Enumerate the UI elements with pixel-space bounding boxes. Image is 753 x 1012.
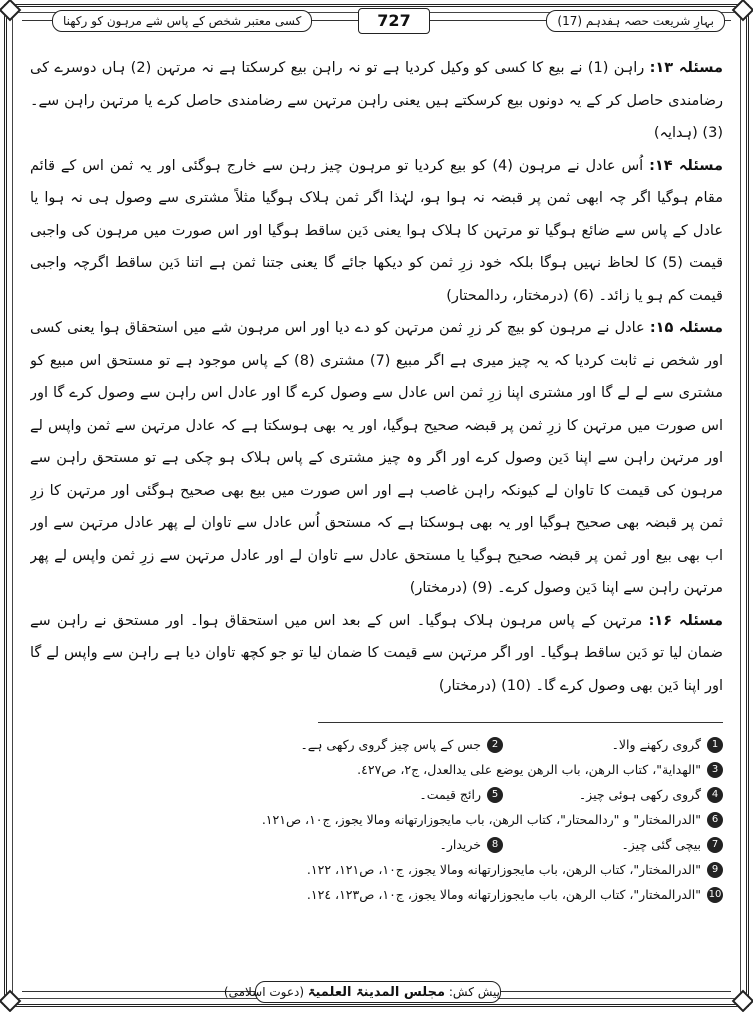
paragraph-masala-14: [30, 150, 723, 313]
footnote-text: جس کے پاس چیز گروی رکھی ہے۔: [300, 737, 481, 752]
page-header: [22, 8, 731, 34]
paragraph-masala-16: [30, 605, 723, 703]
footnote-text: خریدار۔: [439, 837, 481, 852]
masala-label: مسئلہ ۱۵:: [649, 320, 723, 336]
footnote-item: [503, 837, 723, 853]
footnote-item: [283, 737, 503, 753]
paragraph-text: اُس عادل نے مرہون (4) کو بیع کردیا تو مرہون چیز رہن سے خارج ہوگئی اور یہ ثمن اس کے قائم مقام ہوگیا اگر چہ ابھی ثمن پر قبضہ نہ ہوا ہو، لہٰذا اگر ثمن ہلاک ہوگیا مثلاً مشتری سے وصول ہی نہ ہوا یا عادل کے پاس سے ضائع ہوگیا تو مرتہن کا ہلاک ہوا یعنی دَین ساقط ہوگیا اور اس صورت میں مرہون کی واجبی قیمت (5) کا لحاظ نہیں ہوگا بلکہ خود زرِ ثمن کو دیکھا جائے گا یعنی جتنا ثمن ہے اتنا دَین ساقط اگرچہ واجبی قیمت کم ہو یا زائد۔ (6) (درمختار، ردالمحتار): [30, 157, 723, 304]
footnote-text: رائج قیمت۔: [419, 787, 481, 802]
masala-label: مسئلہ ۱۶:: [648, 612, 723, 629]
paragraph-masala-15: [30, 312, 723, 605]
footnote-item: [30, 887, 723, 903]
footnote-item: [503, 737, 723, 753]
footnote-item: [30, 762, 723, 778]
footnote-row: [30, 807, 723, 832]
paragraph-text: راہن (1) نے بیع کا کسی کو وکیل کردیا ہے تو نہ راہن بیع کرسکتا ہے نہ مرتہن (2) ہاں دوسرے کی رضامندی حاصل کر کے یہ دونوں بیع کرسکتے ہیں یعنی راہن مرتہن سے رضامندی حاصل کرے یا مرتہن راہن سے۔ (3) (ہدایہ): [30, 60, 723, 141]
footnote-item: [503, 787, 723, 803]
footnote-row: [30, 832, 723, 857]
footer-rule-right: [499, 991, 731, 992]
footnote-item: [283, 837, 503, 853]
paragraph-masala-13: [30, 52, 723, 150]
footnote-text: "الدرالمختار" و "ردالمحتار"، كتاب الرهن، باب مايجوزارتهانه ومالا يجوز، ج١٠، ص١٢١.: [261, 812, 701, 827]
footnotes: [30, 732, 723, 907]
footnote-number: 1: [707, 737, 723, 753]
footnote-text: گروی رکھنے والا۔: [611, 737, 701, 752]
publisher-name: مجلس المدینۃ العلمیۃ: [307, 985, 446, 1000]
publisher-credit: [223, 981, 501, 1003]
footnote-text: بیچی گئی چیز۔: [621, 837, 701, 852]
page-number: 727: [358, 8, 430, 34]
publisher-org: (دعوت اسلامی): [223, 985, 305, 999]
footnote-number: 4: [707, 787, 723, 803]
footnote-row: [30, 732, 723, 757]
footnote-text: گروی رکھی ہوئی چیز۔: [578, 787, 701, 802]
footnote-number: 5: [487, 787, 503, 803]
page-footer: [0, 981, 753, 1003]
footnote-row: [30, 857, 723, 882]
footnote-number: 9: [707, 862, 723, 878]
footnote-item: [30, 812, 723, 828]
footnote-number: 3: [707, 762, 723, 778]
footnote-row: [30, 882, 723, 907]
paragraph-text: عادل نے مرہون کو بیچ کر زرِ ثمن مرتہن کو دے دیا اور اس مرہون شے میں استحقاق ہوا یعنی کسی اور شخص نے ثابت کردیا کہ یہ چیز میری ہے اگر مبیع (7) مشتری (8) کے پاس موجود ہے تو مستحق اس مبیع کو مشتری سے لے لے گا اور مشتری اپنا زرِ ثمن اس عادل سے وصول کرے گا اور عادل اس راہن سے وصول کرے گا اور اس صورت میں مرتہن کا زرِ ثمن پر قبضہ صحیح ہوگیا، اور یہ بھی ہوسکتا ہے کہ عادل مرتہن سے ثمن واپس لے اور مرتہن راہن سے اپنا دَین وصول کرے اور اگر وہ چیز مشتری کے پاس ہلاک ہو چکی ہے تو مستحق راہن سے مرہون کی قیمت کا تاوان لے کیونکہ راہن غاصب ہے اور اس صورت میں بیع بھی صحیح ہوگئی اور مرتہن کا زرِ ثمن پر قبضہ بھی صحیح ہوگیا اور یہ بھی ہوسکتا ہے کہ مستحق اُس عادل سے تاوان لے پھر عادل مرتہن سے اور اب بھی بیع اور ثمن پر قبضہ صحیح ہوگیا یا مستحق عادل سے تاوان لے اور عادل مرتہن سے زرِ ثمن واپس لے پھر مرتہن راہن سے اپنا دَین وصول کرے۔ (9) (درمختار): [30, 320, 723, 596]
footnote-number: 8: [487, 837, 503, 853]
footnote-item: [30, 862, 723, 878]
main-text: [30, 52, 723, 716]
header-book-title: بہارِ شریعت حصہ ہفدہم (17): [546, 10, 725, 32]
footnote-number: 7: [707, 837, 723, 853]
masala-label: مسئلہ ۱۳:: [649, 60, 723, 76]
footnote-item: [283, 787, 503, 803]
footnote-number: 2: [487, 737, 503, 753]
footnote-row: [30, 782, 723, 807]
footnote-row: [30, 757, 723, 782]
footnote-number: 10: [707, 887, 723, 903]
paragraph-text: مرتہن کے پاس مرہون ہلاک ہوگیا۔ اس کے بعد اس میں استحقاق ہوا۔ اور مستحق نے راہن سے ضمان لیا تو دَین ساقط ہوگیا۔ اور اگر مرتہن سے قیمت کا ضمان لیا تو جو کچھ تاوان دیا ہے راہن سے واپس لے گا اور اپنا دَین بھی وصول کرے گا۔ (10) (درمختار): [30, 612, 723, 694]
footnote-separator: [318, 722, 723, 723]
footnote-text: "الدرالمختار"، كتاب الرهن، باب مايجوزارتهانه ومالا يجوز، ج١٠، ص١٢٣، ١٢٤.: [306, 887, 701, 902]
header-topic: کسی معتبر شخص کے پاس شے مرہون کو رکھنا: [52, 10, 312, 32]
footnote-number: 6: [707, 812, 723, 828]
footnote-text: "الدرالمختار"، كتاب الرهن، باب مايجوزارتهانه ومالا يجوز، ج١٠، ص١٢١، ١٢٢.: [306, 862, 701, 877]
footnote-text: "الهداية"، كتاب الرهن، باب الرهن يوضع على يدالعدل، ج٢، ص٤٢٧.: [357, 762, 701, 777]
footer-prefix: پیش کش:: [448, 985, 500, 999]
footer-rule-left: [22, 991, 255, 992]
masala-label: مسئلہ ۱۴:: [649, 157, 723, 174]
